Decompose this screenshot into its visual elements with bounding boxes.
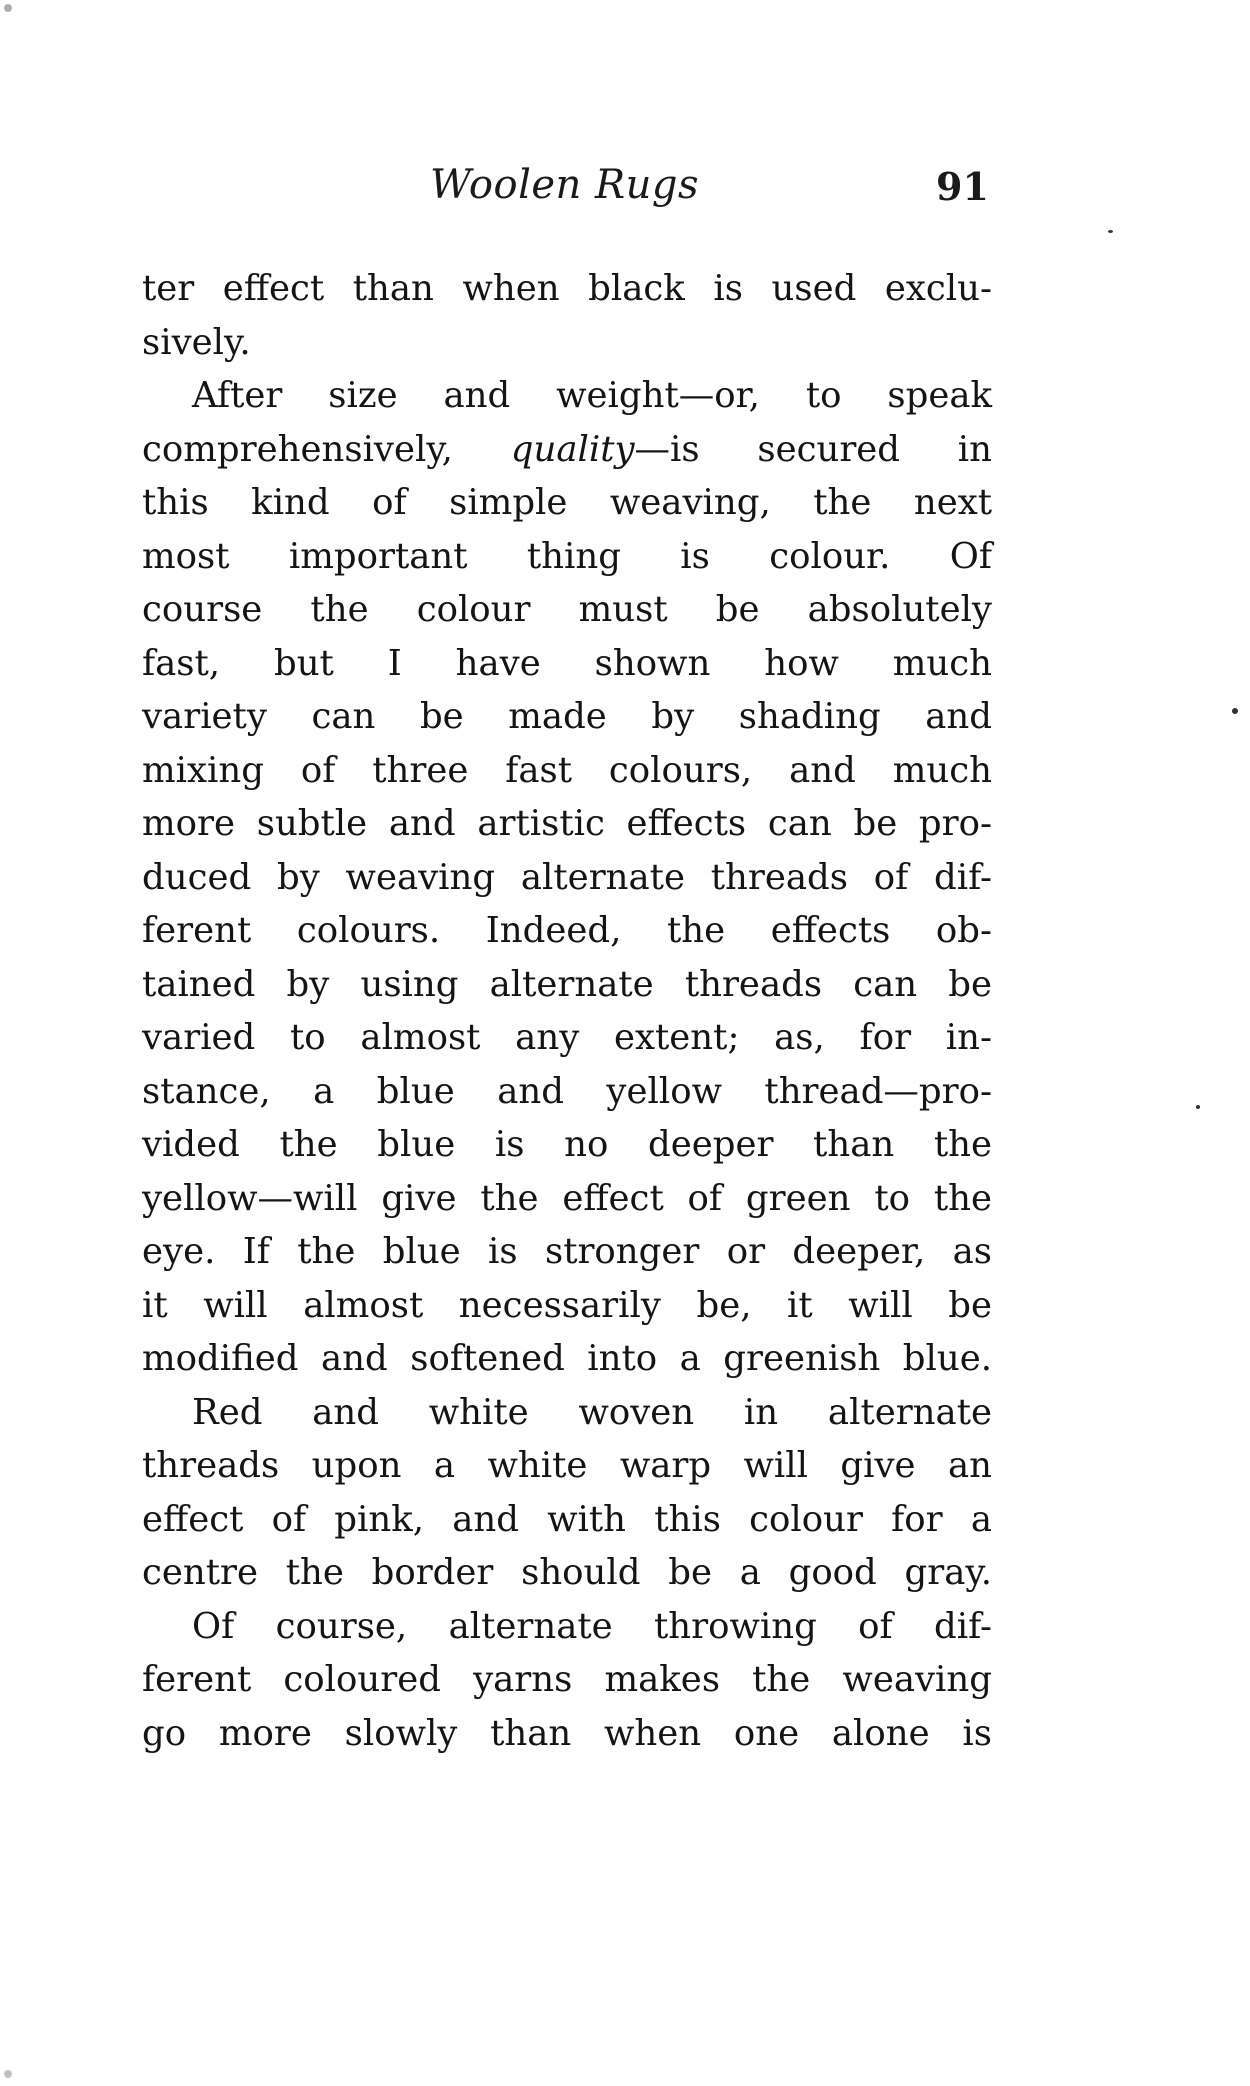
text-line: After size and weight—or, to speak [192,375,992,416]
scan-speck [1232,708,1238,714]
text-line: ferent coloured yarns makes the weaving [142,1659,992,1700]
scan-speck [4,4,12,12]
emphasis-text: quality [510,428,635,470]
scan-speck [1108,230,1113,233]
text-line: effect of pink, and with this colour for a [142,1498,992,1540]
text-line: it will almost necessarily be, it will be [142,1284,992,1326]
text-line: stance, a blue and yellow thread—pro- [142,1070,992,1112]
text-line: mixing of three fast colours, and much [142,749,992,791]
text-line: more subtle and artistic effects can be pro- [142,803,992,844]
text-line: tained by using alternate threads can be [142,963,992,1005]
text-line: ter effect than when black is used exclu- [142,268,992,309]
text-line: Of course, alternate throwing of dif- [192,1605,992,1647]
text-line: modified and softened into a greenish blue. [142,1338,992,1379]
text-line: threads upon a white warp will give an [142,1445,992,1486]
text-line: most important thing is colour. Of [142,535,992,577]
text-segment: —is secured in [634,428,992,470]
text-line: vided the blue is no deeper than the [142,1124,992,1165]
text-line: yellow—will give the effect of green to the [142,1177,992,1219]
text-line: varied to almost any extent; as, for in- [142,1017,992,1058]
text-line: duced by weaving alternate threads of dif- [142,856,992,898]
text-line: Red and white woven in alternate [192,1391,992,1433]
text-line: variety can be made by shading and [142,696,992,737]
page-number: 91 [936,164,989,209]
body-text [142,262,992,1760]
text-line: this kind of simple weaving, the next [142,482,992,523]
text-line: ferent colours. Indeed, the effects ob- [142,910,992,951]
text-line: centre the border should be a good gray. [142,1552,992,1593]
text-line [142,423,992,477]
text-line: eye. If the blue is stronger or deeper, as [142,1231,992,1272]
running-header: Woolen Rugs [430,162,700,208]
text-line: sively. [142,321,251,363]
scan-speck [1196,1105,1200,1109]
text-line: course the colour must be absolutely [142,589,992,630]
text-line: go more slowly than when one alone is [142,1712,992,1754]
text-line: fast, but I have shown how much [142,642,992,684]
scan-speck [4,2070,12,2078]
text-segment: comprehensively, [142,428,453,470]
